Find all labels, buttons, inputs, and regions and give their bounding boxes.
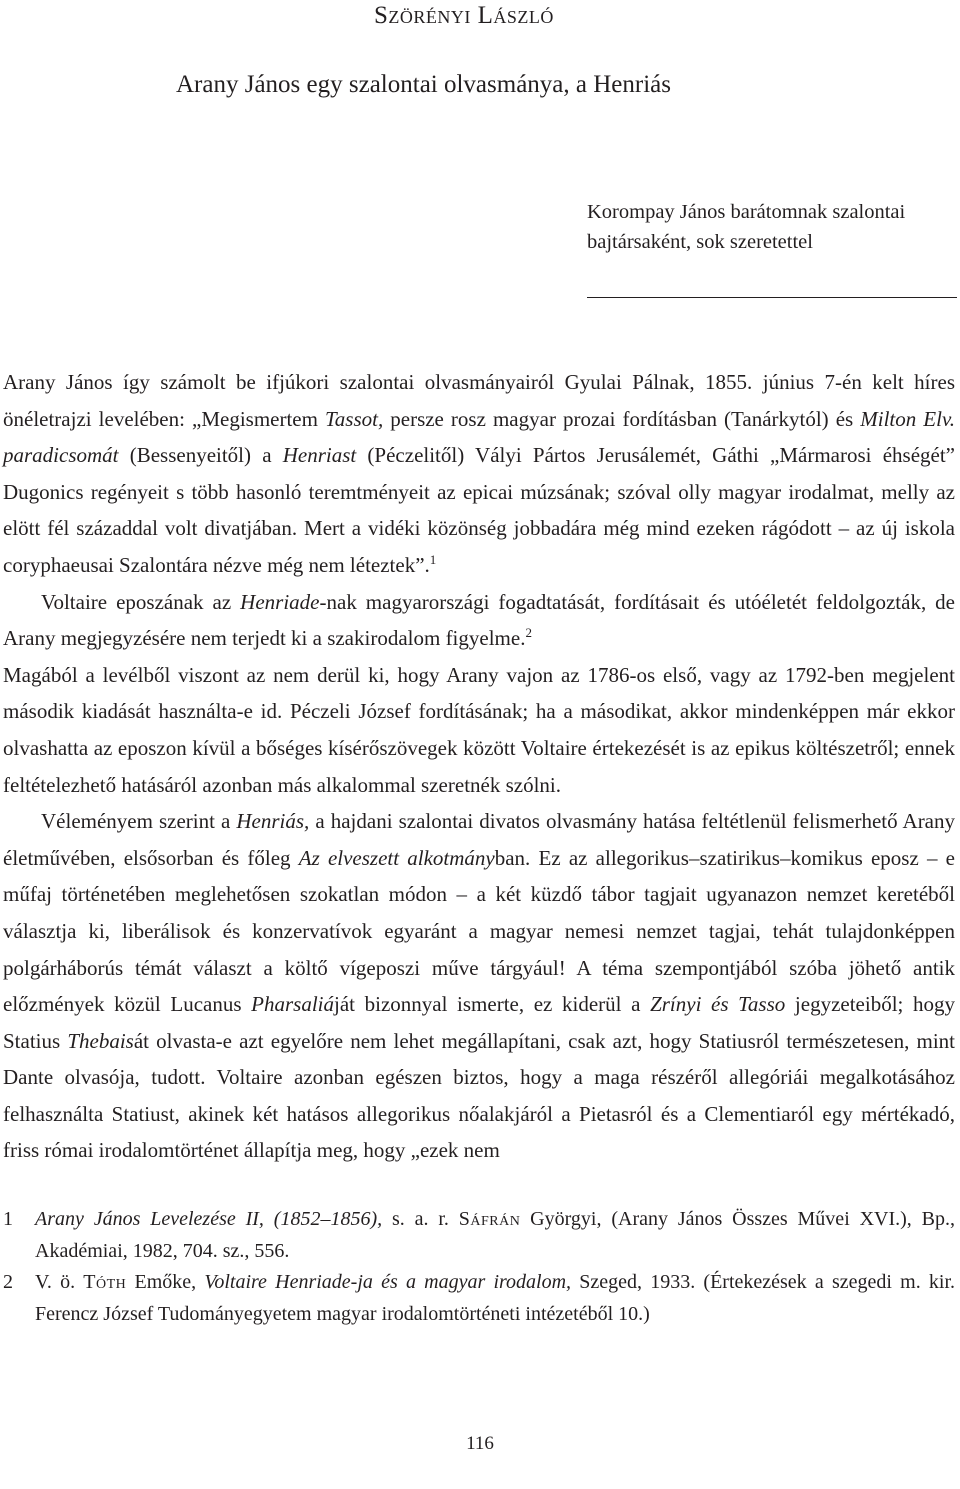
footnote-number: 2: [3, 1271, 13, 1293]
footnote-ref-1[interactable]: 1: [429, 551, 437, 567]
paragraph-1: Arany János így számolt be ifjúkori szalontai olvasmányairól Gyulai Pálnak, 1855. június 7-én kelt híres önéletrajzi levelében: „Megismertem Tassot, persze rosz magyar prozai fordításban (Tanárkytól) és Milton Elv. paradicsomát (Bessenyeitől) a Henriast (Péczelitől) Vályi Pártos Jerusálemét, Gáthi „Mármarosi éhségét” Dugonics regényeit s több hasonló teremtményeit az epicai múzsának; szóval olly magyar irodalmat, melly az elött fél századdal volt divatjában. Mert a vidéki közönség jobbadára még mind ezeken rágódott – az új iskola coryphaeusai Szalontára nézve még nem léteztek”.$^1$: [3, 370, 955, 577]
italic-text: Pharsaliá: [251, 992, 334, 1017]
author-name: Szörényi László: [374, 2, 554, 29]
article-title: Arany János egy szalontai olvasmánya, a Henriás: [176, 71, 671, 98]
paragraph-2: Voltaire eposzának az Henriade-nak magyarországi fogadtatását, fordításait és utóéletét feldolgozták, de Arany megjegyzésére nem terjedt ki a szakirodalom figyelme.$^2$: [3, 589, 956, 651]
italic-text: Az elveszett alkotmány: [298, 845, 495, 870]
italic-text: Milton Elv. paradicsomát: [3, 406, 955, 468]
italic-text: Tassot,: [325, 406, 384, 431]
page-number: 116: [466, 1433, 494, 1454]
italic-text: Zrínyi és Tasso: [650, 992, 786, 1017]
italic-text: Henriast: [282, 443, 357, 468]
footnote-text: V. ö. Tóth Emőke, Voltaire Henriade-ja és a magyar irodalom, Szeged, 1933. (Értekezések a szegedi m. kir. Ferencz József Tudományegyetem magyar irodalomtörténeti intézetéből 10.): [35, 1271, 956, 1325]
italic-text: Henriás,: [236, 809, 310, 834]
italic-text: Thebais: [67, 1028, 134, 1053]
dedication: Korompay János barátomnak szalontai bajtársaként, sok szeretettel: [587, 201, 906, 253]
paragraph-3: Véleményem szerint a Henriás, a hajdani szalontai divatos olvasmány hatása feltétlenül felismerhető Arany életművében, elsősorban és főleg Az elveszett alkotmányban. Ez az allegorikus–szatirikus–komikus eposz – e műfaj történetében meglehetősen szokatlan módon – a két küzdő tábor tagjait ugyanazon nemzet keretéből választja ki, liberálisok és konzervatívok egyaránt a magyar nemesi nemzet tagjai, tehát tulajdonképpen polgárháborús témát választ a költő vígeposzi műve tárgyául! A téma szempontjából szóba jöhető antik előzmények közül Lucanus Pharsaliáját bizonnyal ismerte, ez kiderül a Zrínyi és Tasso jegyzeteiből; hogy Statius Thebaisát olvasta-e azt egyelőre nem lehet megállapítani, csak azt, hogy Statiusról természetesen, mint Dante olvasója, tudott. Voltaire azonban egészen biztos, hogy a maga részéről allegóriái megalkotásához felhasználta Statiust, akinek két hatásos allegorikus nőalakjáról a Pietasról és a Clementiaról egy mértékadó, friss római irodalomtörténet állapítja meg, hogy „ezek nem: [3, 809, 956, 1163]
footnote-ref-2[interactable]: 2: [525, 625, 532, 641]
footnote-text: Arany János Levelezése II, (1852–1856), s. a. r. Sáfrán Györgyi, (Arany János Összes Művei XVI.), Bp., Akadémiai, 1982, 704. sz., 556.: [35, 1208, 956, 1262]
italic-text: Henriade: [240, 589, 320, 614]
dedication-rule: [587, 297, 957, 298]
paragraph-2-cont: Magából a levélből viszont az nem derül ki, hogy Arany vajon az 1786-os első, vagy az 1792-ben megjelent második kiadását használta-e id. Péczeli József fordításának; ha a másodikat, akkor mindenképpen már ekkor olvashatta az eposzon kívül a bőséges kísérőszövegek között Voltaire értekezését is az epikus költészetről; ennek feltételezhető hatásáról azonban más alkalommal szeretnék szólni.: [3, 662, 955, 797]
article-body: [3, 364, 955, 1169]
footnote-number: 1: [3, 1208, 13, 1230]
